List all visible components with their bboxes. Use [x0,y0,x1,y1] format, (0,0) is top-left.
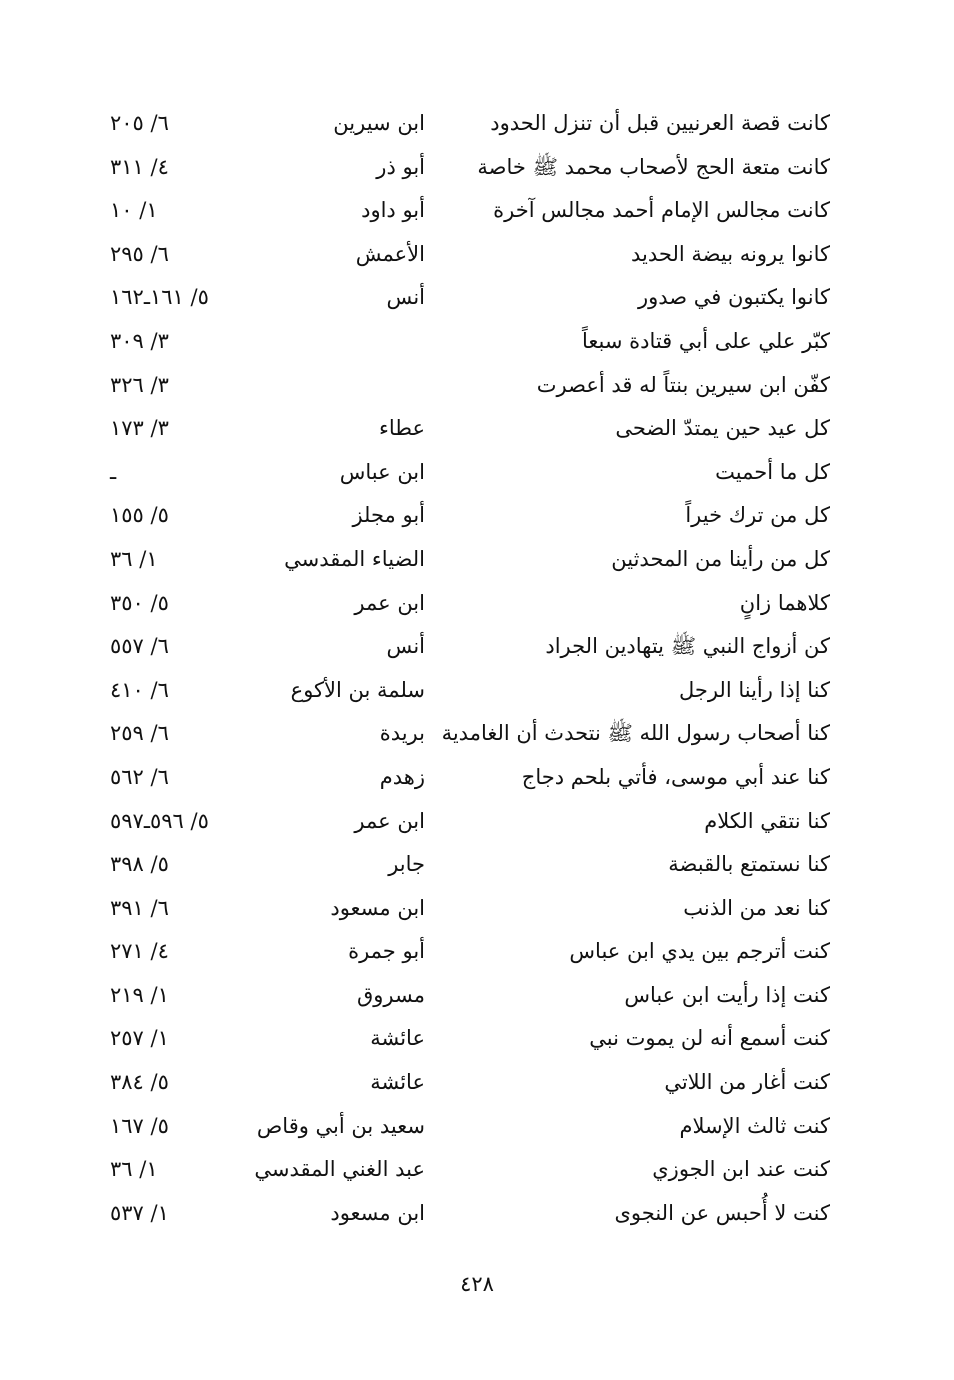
index-row [110,536,830,580]
narrator-name: سعيد بن أبي وقاص [256,1113,425,1138]
index-row [110,580,830,624]
hadith-text: كنت أغار من اللاتي [664,1070,830,1095]
volume-page-reference: ٦/ ٥٥٧ [110,634,169,659]
hadith-text: كنا أصحاب رسول الله ﷺ نتحدث أن الغامدية [441,721,830,746]
volume-page-reference: ٦/ ٢٥٩ [110,721,169,746]
hadith-text: كل ما أحميت [715,459,830,484]
index-row [110,1190,830,1234]
index-row [110,492,830,536]
index-row [110,362,830,406]
narrator-name: أبو ذر [376,154,425,179]
narrator-name: الأعمش [355,241,425,266]
index-row [110,667,830,711]
volume-page-reference: ٣/ ٣٢٦ [110,372,169,397]
volume-page-reference: ٥/ ١٦١ـ١٦٢ [110,285,209,310]
volume-page-reference: ١/ ٣٦ [110,1157,158,1182]
volume-page-reference: ٥/ ٥٩٦ـ٥٩٧ [110,808,209,833]
index-row [110,1015,830,1059]
index-row [110,144,830,188]
narrator-name: ابن سيرين [333,111,425,135]
hadith-text: كنت أترجم بين يدي ابن عباس [569,939,830,964]
index-row [110,1103,830,1147]
narrator-name: ابن مسعود [330,1200,425,1225]
hadith-text: كل عيد حين يمتدّ الضحى [615,416,830,441]
volume-page-reference: ـ [110,459,117,484]
volume-page-reference: ١/ ٥٣٧ [110,1200,169,1225]
volume-page-reference: ٦/ ٣٩١ [110,895,169,920]
volume-page-reference: ٤/ ٣١١ [110,154,169,179]
index-row [110,1059,830,1103]
volume-page-reference: ١/ ٢٥٧ [110,1026,169,1051]
volume-page-reference: ٥/ ١٦٧ [110,1113,169,1138]
hadith-text: كانت متعة الحج لأصحاب محمد ﷺ خاصة [477,154,830,179]
index-row [110,623,830,667]
volume-page-reference: ٦/ ٤١٠ [110,677,169,702]
narrator-name: سلمة بن الأكوع [290,677,425,702]
narrator-name: ابن عباس [339,459,425,484]
hadith-text: كنت لا أُحبس عن النجوى [614,1200,830,1225]
index-row [110,1146,830,1190]
narrator-name: عطاء [378,416,425,441]
hadith-text: كفّن ابن سيرين بنتاً له قد أعصرت [536,372,830,397]
index-row [110,187,830,231]
narrator-name: ابن مسعود [330,895,425,920]
hadith-text: كنت إذا رأيت ابن عباس [624,982,830,1007]
volume-page-reference: ٦/ ٢٩٥ [110,241,169,266]
narrator-name: جابر [388,852,425,877]
volume-page-reference: ١/ ١٠ [110,198,158,223]
index-row [110,405,830,449]
hadith-text: كن أزواج النبي ﷺ يتهادين الجراد [545,634,830,659]
hadith-text: كنت أسمع أنه لن يموت نبي [589,1026,830,1051]
narrator-name: أنس [386,634,425,659]
hadith-text: كانت مجالس الإمام أحمد مجالس آخرة [493,198,830,223]
page-number: ٤٢٨ [460,1272,494,1296]
narrator-name: عبد الغني المقدسي [254,1157,425,1182]
volume-page-reference: ٤/ ٢٧١ [110,939,169,964]
hadith-text: كنا نستمتع بالقبضة [668,852,830,877]
index-row [110,449,830,493]
narrator-name: عائشة [370,1070,425,1095]
hadith-index-table [110,100,830,1233]
hadith-text: كل من ترك خيراً [685,503,830,528]
index-row [110,754,830,798]
volume-page-reference: ١/ ٢١٩ [110,982,169,1007]
volume-page-reference: ١/ ٣٦ [110,546,158,571]
index-row [110,100,830,144]
hadith-text: كنا نعد من الذنب [683,895,830,920]
volume-page-reference: ٣/ ٣٠٩ [110,328,169,353]
hadith-text: كنت ثالث الإسلام [679,1113,830,1138]
narrator-name: أبو داود [361,198,425,223]
narrator-name: ابن عمر [354,808,425,833]
hadith-text: كانت قصة العرنيين قبل أن تنزل الحدود [490,111,830,135]
narrator-name: أنس [386,285,425,310]
volume-page-reference: ٦/ ٥٦٢ [110,764,169,789]
narrator-name: عائشة [370,1026,425,1051]
narrator-name: بريدة [379,721,425,746]
volume-page-reference: ٣/ ١٧٣ [110,416,169,441]
index-row [110,231,830,275]
hadith-text: كبّر علي على أبي قتادة سبعاً [581,328,830,353]
index-row [110,710,830,754]
narrator-name: مسروق [356,982,425,1007]
hadith-text: كنا عند أبي موسى، فأتي بلحم دجاج [521,764,830,789]
narrator-name: زهدم [379,764,425,789]
index-row [110,928,830,972]
index-row [110,841,830,885]
volume-page-reference: ٦/ ٢٠٥ [110,111,169,135]
index-row [110,885,830,929]
volume-page-reference: ٥/ ١٥٥ [110,503,169,528]
index-row [110,798,830,842]
narrator-name: الضياء المقدسي [284,546,425,571]
index-row [110,274,830,318]
hadith-text: كنا نتقي الكلام [704,808,830,833]
volume-page-reference: ٥/ ٣٩٨ [110,852,169,877]
volume-page-reference: ٥/ ٣٥٠ [110,590,169,615]
index-row [110,318,830,362]
index-row [110,972,830,1016]
hadith-text: كلاهما زانٍ [739,590,830,615]
hadith-text: كانوا يرونه بيضة الحديد [631,241,830,266]
narrator-name: أبو جمرة [348,939,425,964]
narrator-name: أبو مجلز [352,503,425,528]
hadith-text: كانوا يكتبون في صدور [637,285,830,310]
narrator-name: ابن عمر [354,590,425,615]
volume-page-reference: ٥/ ٣٨٤ [110,1070,169,1095]
hadith-text: كل من رأينا من المحدثين [611,546,830,571]
hadith-text: كنا إذا رأينا الرجل [678,677,830,702]
hadith-text: كنت عند ابن الجوزي [652,1157,830,1182]
